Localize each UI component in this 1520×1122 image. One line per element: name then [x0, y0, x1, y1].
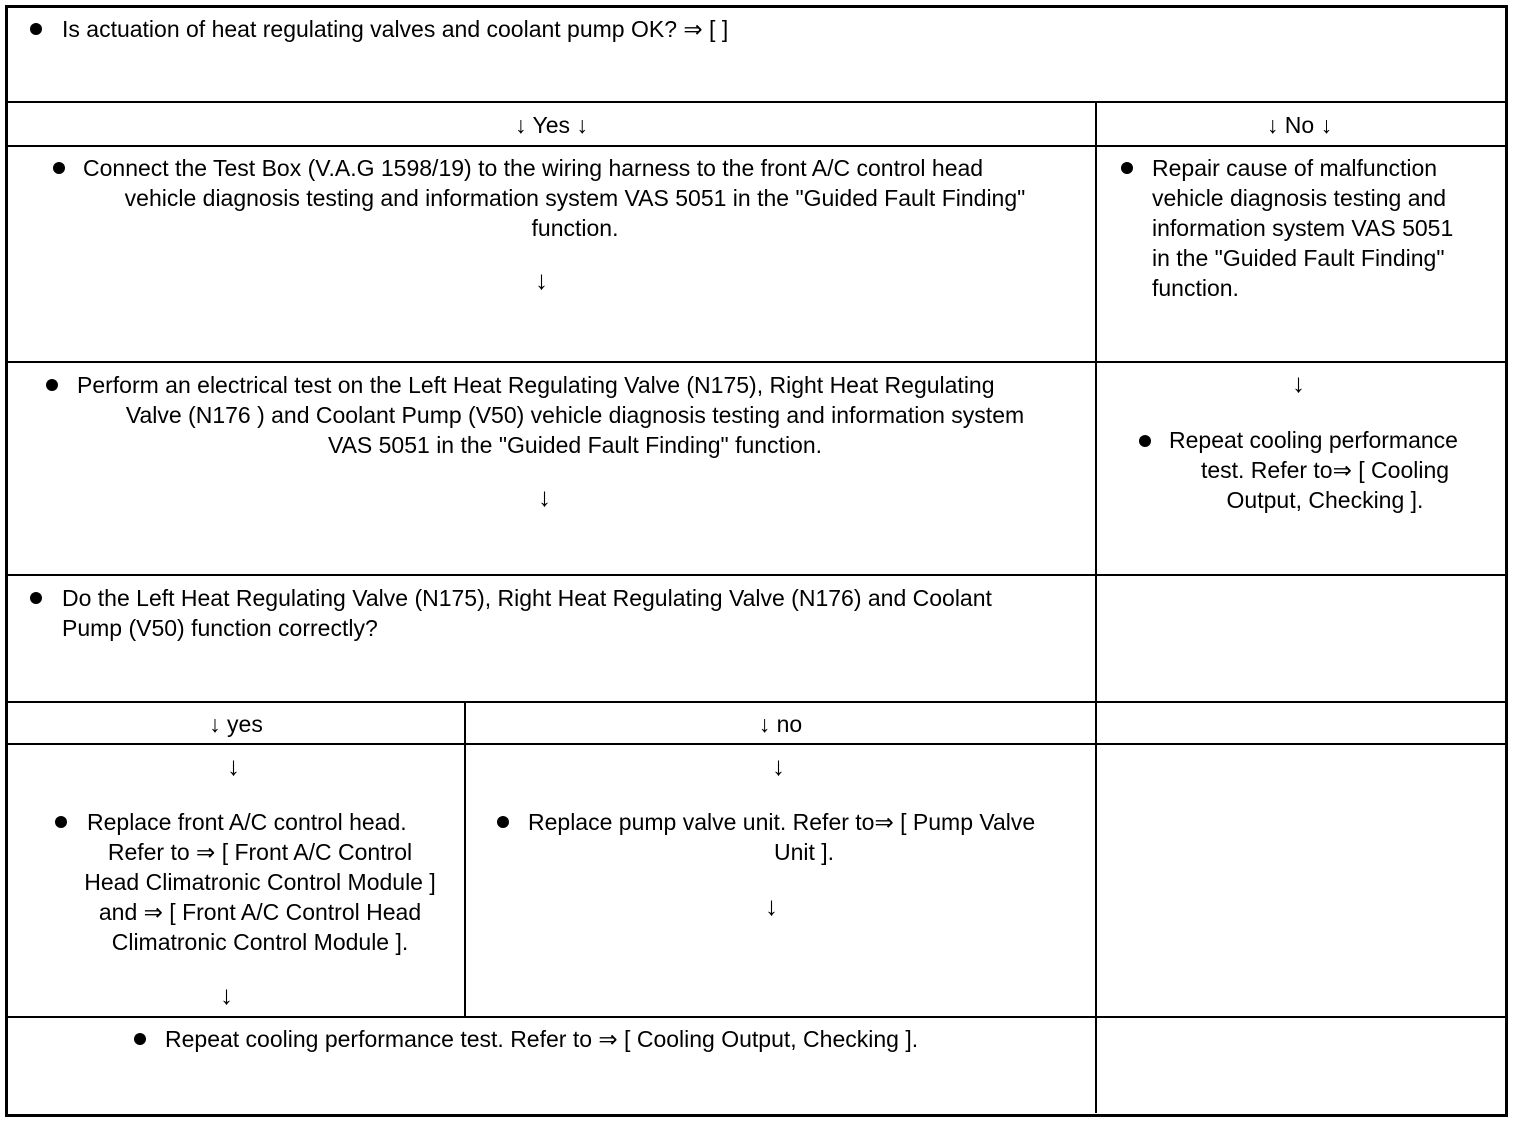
bullet-icon: [55, 816, 67, 828]
down-arrow-icon: ↓: [1292, 368, 1305, 398]
bullet-icon: [30, 23, 42, 35]
replace-pump-line: Unit ].: [773, 839, 835, 865]
bullet-icon: [46, 379, 58, 391]
bullet-icon: [53, 162, 65, 174]
bullet-icon: [1121, 162, 1133, 174]
repair-step-line: vehicle diagnosis testing and: [1152, 185, 1447, 211]
repair-step-line: in the "Guided Fault Finding": [1152, 245, 1445, 271]
no-header: ↓ No ↓: [1266, 112, 1333, 138]
repair-step-line: function.: [1152, 275, 1239, 301]
yes-sub-header: ↓ yes: [209, 711, 263, 737]
connect-step-line: function.: [531, 215, 619, 241]
down-arrow-icon: ↓: [765, 891, 778, 921]
repeat-cooling-line: Repeat cooling performance: [1169, 427, 1458, 453]
no-sub-header: ↓ no: [758, 711, 803, 737]
bullet-icon: [30, 592, 42, 604]
replace-head-line: Head Climatronic Control Module ]: [84, 869, 436, 895]
replace-pump-line: Replace pump valve unit. Refer to⇒ [ Pump Valve: [528, 809, 1036, 835]
replace-head-line: Refer to ⇒ [ Front A/C Control: [107, 839, 413, 865]
replace-head-line: Replace front A/C control head.: [87, 809, 407, 835]
repair-step-line: information system VAS 5051: [1152, 215, 1454, 241]
divider: [5, 361, 1505, 363]
down-arrow-icon: ↓: [227, 751, 240, 781]
electrical-test-line: VAS 5051 in the "Guided Fault Finding" function.: [327, 432, 823, 458]
divider: [5, 701, 1505, 703]
divider: [5, 101, 1505, 103]
down-arrow-icon: ↓: [772, 751, 785, 781]
divider: [5, 743, 1505, 745]
repeat-cooling-line: Output, Checking ].: [1226, 487, 1424, 513]
question-function-line: Pump (V50) function correctly?: [62, 615, 378, 641]
replace-head-line: and ⇒ [ Front A/C Control Head: [98, 899, 422, 925]
repeat-cooling-line: test. Refer to⇒ [ Cooling: [1200, 457, 1450, 483]
divider: [5, 145, 1505, 147]
yes-header: ↓ Yes ↓: [515, 112, 588, 138]
question-actuation: Is actuation of heat regulating valves and coolant pump OK? ⇒ [ ]: [62, 16, 729, 42]
electrical-test-line: Valve (N176 ) and Coolant Pump (V50) vehicle diagnosis testing and information system: [125, 402, 1025, 428]
down-arrow-icon: ↓: [538, 482, 551, 512]
down-arrow-icon: ↓: [220, 980, 233, 1010]
bullet-icon: [497, 816, 509, 828]
bullet-icon: [134, 1033, 146, 1045]
divider: [5, 1016, 1505, 1018]
repeat-cooling-bottom: Repeat cooling performance test. Refer to ⇒ [ Cooling Output, Checking ].: [165, 1026, 919, 1052]
electrical-test-line: Perform an electrical test on the Left Heat Regulating Valve (N175), Right Heat Regulating: [77, 372, 995, 398]
question-function-line: Do the Left Heat Regulating Valve (N175), Right Heat Regulating Valve (N176) and Coolant: [62, 585, 992, 611]
connect-step-line: vehicle diagnosis testing and information system VAS 5051 in the "Guided Fault Finding": [124, 185, 1026, 211]
bullet-icon: [1139, 435, 1151, 447]
divider: [5, 574, 1505, 576]
down-arrow-icon: ↓: [535, 265, 548, 295]
connect-step-line: Connect the Test Box (V.A.G 1598/19) to the wiring harness to the front A/C control head: [83, 155, 984, 181]
divider: [1095, 101, 1097, 1113]
replace-head-line: Climatronic Control Module ].: [111, 929, 409, 955]
repair-step-line: Repair cause of malfunction: [1152, 155, 1438, 181]
